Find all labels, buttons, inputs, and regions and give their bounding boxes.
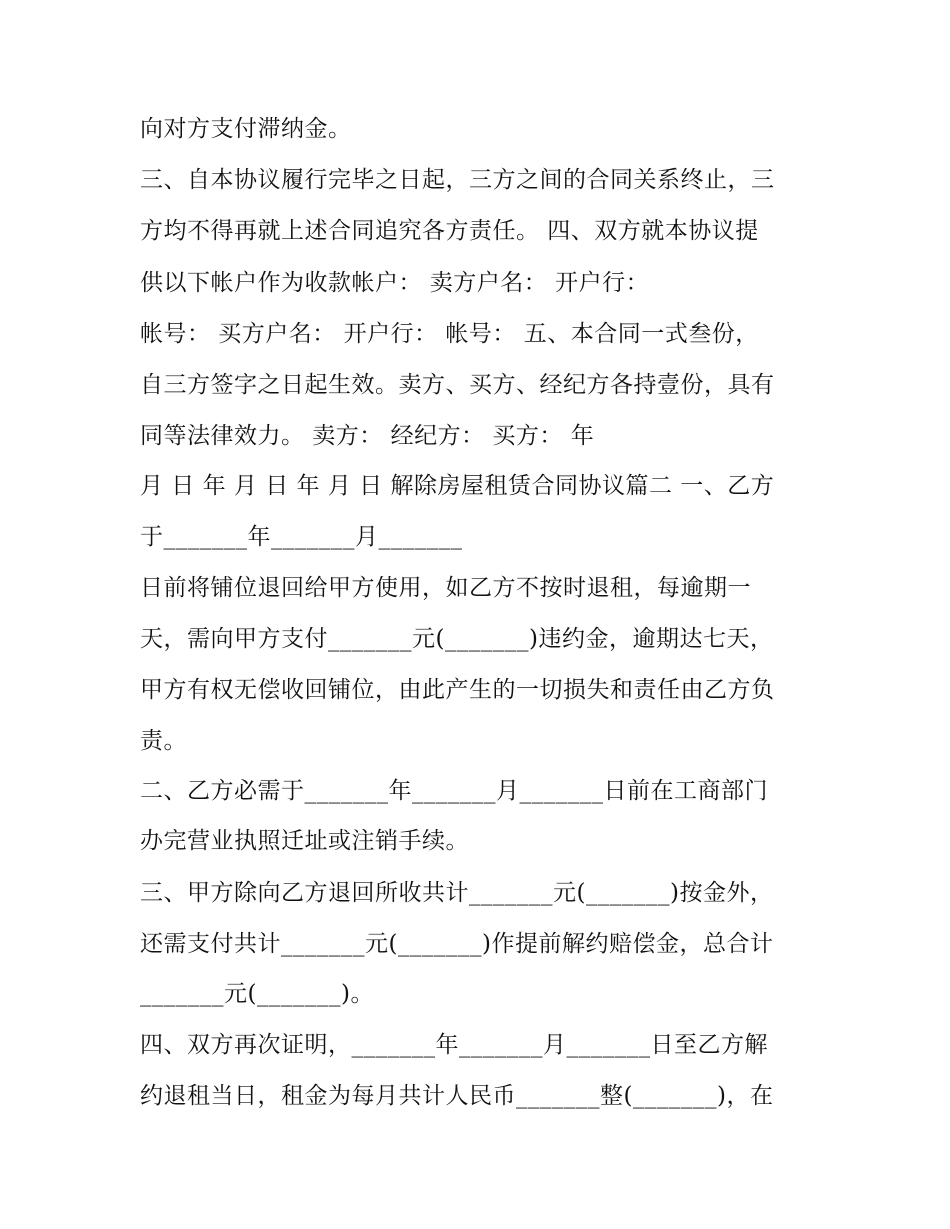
text-line-7: 同等法律效力。 卖方： 经纪方： 买方： 年	[140, 423, 595, 449]
text-line-17: 还需支付共计_______元(_______)作提前解约赔偿金，总合计	[140, 931, 774, 957]
text-line-12: 甲方有权无偿收回铺位，由此产生的一切损失和责任由乙方负	[140, 677, 775, 703]
text-line-14: 二、乙方必需于_______年_______月_______日前在工商部门	[140, 778, 768, 804]
text-line-4: 供以下帐户作为收款帐户： 卖方户名： 开户行：	[140, 270, 650, 296]
text-line-10: 日前将铺位退回给甲方使用，如乙方不按时退租，每逾期一	[140, 575, 751, 601]
text-line-3: 方均不得再就上述合同追究各方责任。 四、双方就本协议提	[140, 218, 759, 244]
text-line-6: 自三方签字之日起生效。卖方、买方、经纪方各持壹份，具有	[140, 372, 775, 398]
text-line-16: 三、甲方除向乙方退回所收共计_______元(_______)按金外，	[140, 880, 774, 906]
text-line-11: 天，需向甲方支付_______元(_______)违约金，逾期达七天，	[140, 626, 774, 652]
text-line-13: 责。	[140, 728, 187, 754]
text-line-8: 月 日 年 月 日 年 月 日 解除房屋租赁合同协议篇二 一、乙方	[140, 473, 775, 499]
text-line-15: 办完营业执照迁址或注销手续。	[140, 828, 469, 854]
text-line-9: 于_______年_______月_______	[140, 524, 463, 550]
text-line-18: _______元(_______)。	[140, 981, 374, 1007]
text-line-1: 向对方支付滞纳金。	[140, 116, 352, 142]
text-line-20: 约退租当日，租金为每月共计人民币_______整(_______)，在	[140, 1083, 774, 1109]
text-line-2: 三、自本协议履行完毕之日起，三方之间的合同关系终止，三	[140, 167, 775, 193]
text-line-19: 四、双方再次证明，_______年_______月_______日至乙方解	[140, 1032, 768, 1058]
text-line-5: 帐号： 买方户名： 开户行： 帐号： 五、本合同一式叁份，	[140, 321, 759, 347]
